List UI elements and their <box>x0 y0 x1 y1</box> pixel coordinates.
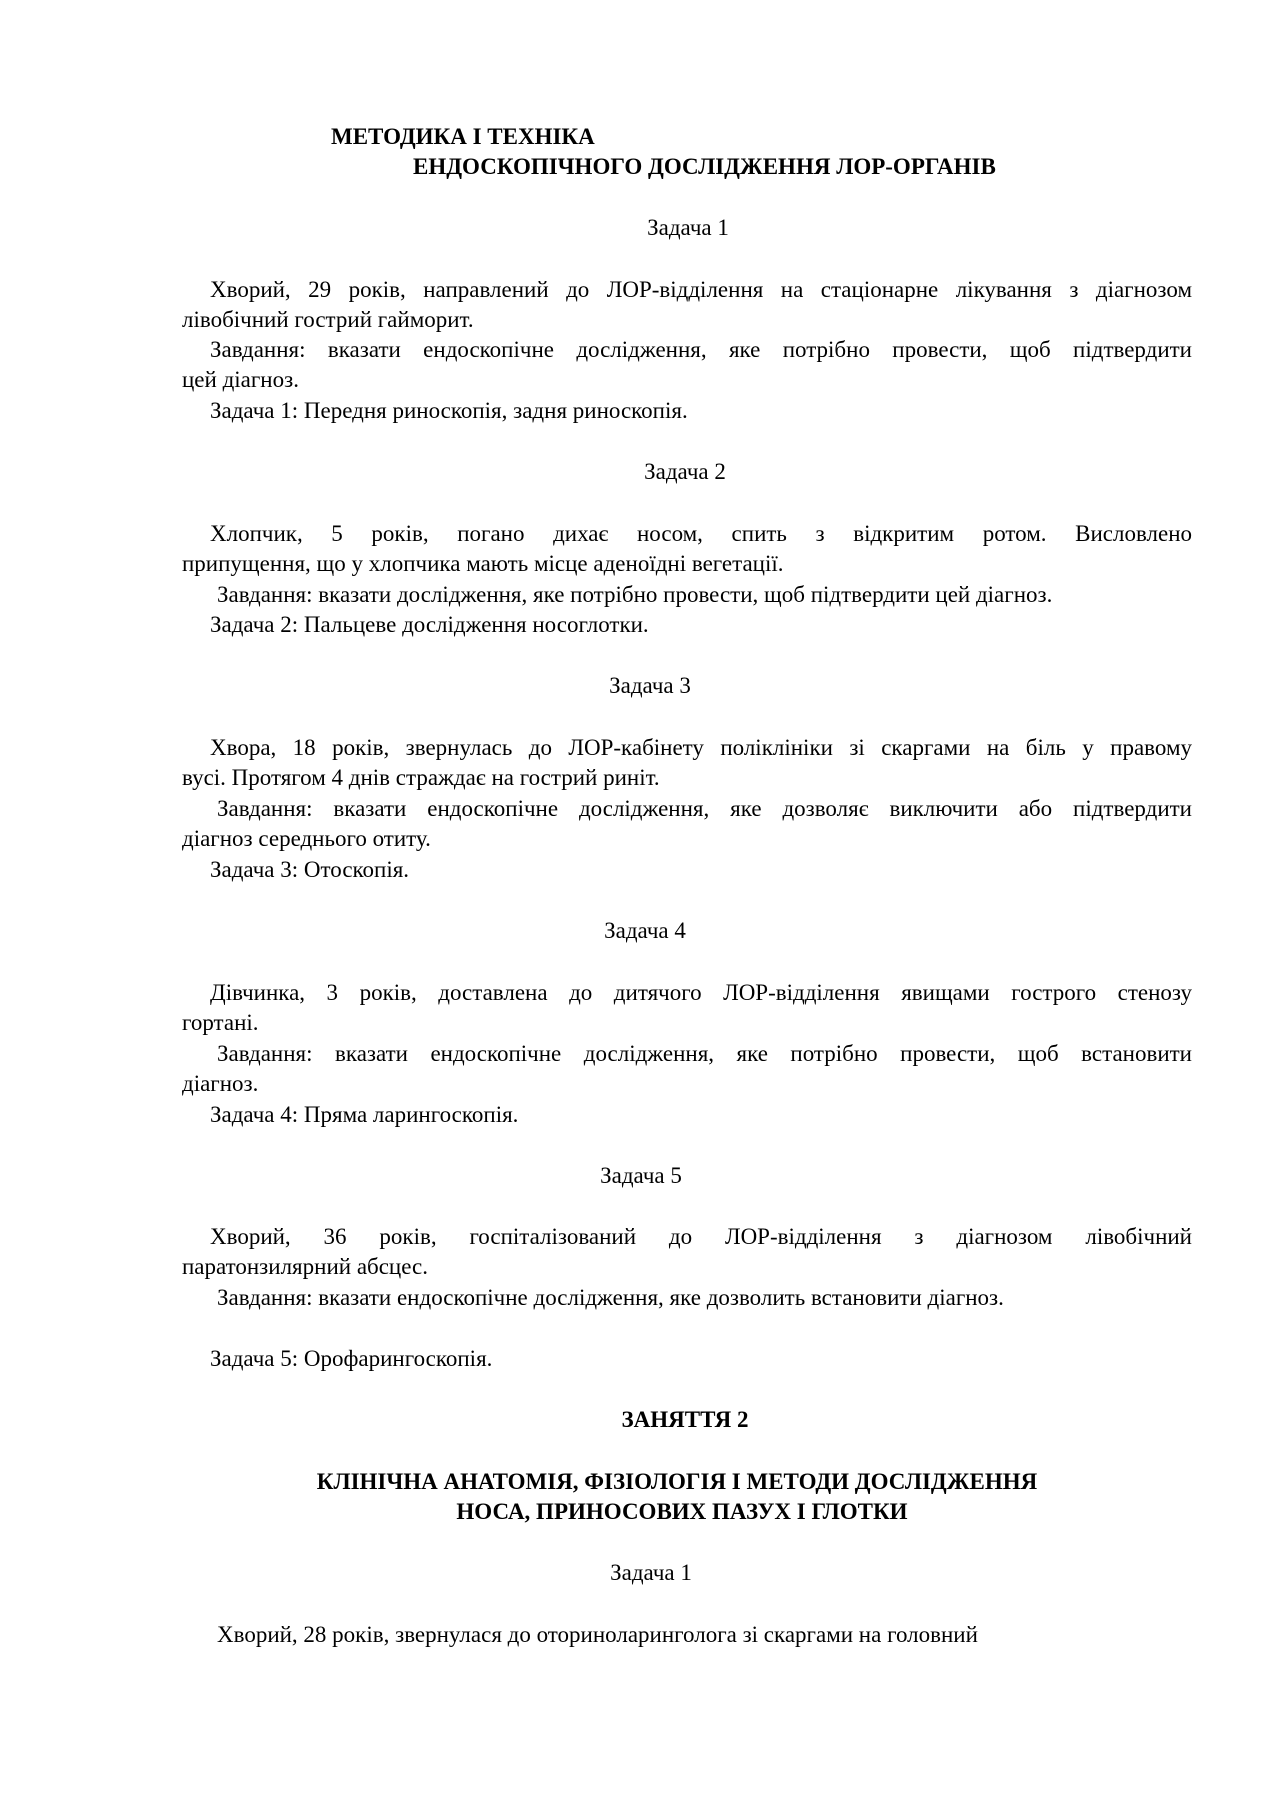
task-heading: Задача 5 <box>600 1163 682 1188</box>
task-heading: Задача 1 <box>610 1560 692 1585</box>
task-answer: Задача 3: Отоскопія. <box>210 857 410 882</box>
task-answer: Задача 1: Передня риноскопія, задня риноскопія. <box>210 398 688 423</box>
task-case-line: припущення, що у хлопчика мають місце аденоїдні вегетації. <box>182 551 784 576</box>
task-heading: Задача 4 <box>604 918 686 943</box>
title-line-1: МЕТОДИКА І ТЕХНІКА <box>331 124 595 149</box>
task-assignment-line: Завдання: вказати дослідження, яке потрібно провести, щоб підтвердити цей діагноз. <box>217 582 1053 607</box>
task-heading: Задача 2 <box>644 459 726 484</box>
task-assignment-line: Завдання: вказати ендоскопічне дослідження, яке потрібно провести, щоб встановити <box>217 1041 1192 1066</box>
task-heading: Задача 1 <box>647 215 729 240</box>
task-case-line: паратонзилярний абсцес. <box>182 1254 428 1279</box>
task-heading: Задача 3 <box>609 673 691 698</box>
task-case-line: вусі. Протягом 4 днів страждає на гострий риніт. <box>182 765 660 790</box>
task-answer: Задача 5: Орофарингоскопія. <box>210 1346 493 1371</box>
task-answer: Задача 2: Пальцеве дослідження носоглотки. <box>210 612 649 637</box>
lesson-title-line-2: НОСА, ПРИНОСОВИХ ПАЗУХ І ГЛОТКИ <box>456 1499 908 1524</box>
task-case-line: Хлопчик, 5 років, погано дихає носом, спить з відкритим ротом. Висловлено <box>210 521 1192 546</box>
task-assignment-line: цей діагноз. <box>182 367 299 392</box>
task-assignment-line: Завдання: вказати ендоскопічне дослідження, яке дозволяє виключити або підтвердити <box>217 796 1192 821</box>
lesson-heading: ЗАНЯТТЯ 2 <box>621 1407 749 1432</box>
task-assignment-line: діагноз. <box>182 1071 259 1096</box>
task-assignment-line: Завдання: вказати ендоскопічне дослідження, яке дозволить встановити діагноз. <box>217 1285 1004 1310</box>
lesson-title-line-1: КЛІНІЧНА АНАТОМІЯ, ФІЗІОЛОГІЯ І МЕТОДИ ДОСЛІДЖЕННЯ <box>316 1469 1038 1494</box>
title-line-2: ЕНДОСКОПІЧНОГО ДОСЛІДЖЕННЯ ЛОР-ОРГАНІВ <box>413 154 996 179</box>
task-case-line: Дівчинка, 3 років, доставлена до дитячого ЛОР-відділення явищами гострого стенозу <box>210 980 1192 1005</box>
task-case-line: гортані. <box>182 1010 259 1035</box>
task-assignment-line: діагноз середнього отиту. <box>182 826 431 851</box>
task-answer: Задача 4: Пряма ларингоскопія. <box>210 1102 519 1127</box>
task-case-line: Хвора, 18 років, звернулась до ЛОР-кабінету поліклініки зі скаргами на біль у правому <box>210 735 1192 760</box>
task-case-line: лівобічний гострий гайморит. <box>182 307 474 332</box>
task-case-line: Хворий, 36 років, госпіталізований до ЛОР-відділення з діагнозом лівобічний <box>210 1224 1192 1249</box>
task-case-line: Хворий, 29 років, направлений до ЛОР-відділення на стаціонарне лікування з діагнозом <box>210 277 1192 302</box>
task-case-line: Хворий, 28 років, звернулася до оториноларинголога зі скаргами на головний <box>217 1622 978 1647</box>
task-assignment-line: Завдання: вказати ендоскопічне дослідження, яке потрібно провести, щоб підтвердити <box>210 337 1192 362</box>
